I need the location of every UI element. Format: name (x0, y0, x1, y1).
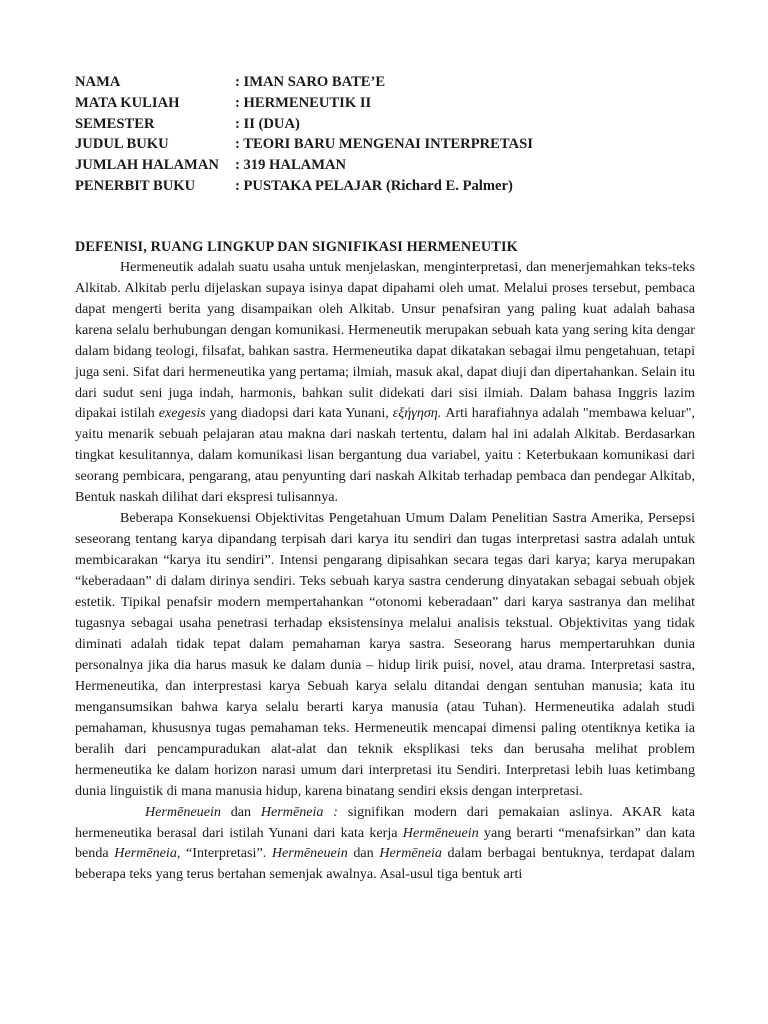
meta-row-mata-kuliah (75, 93, 695, 114)
meta-value: : 319 HALAMAN (235, 157, 347, 174)
section-heading: DEFENISI, RUANG LINGKUP DAN SIGNIFIKASI HERMENEUTIK (75, 238, 518, 255)
term-hermeneuein: Hermēneuein (145, 803, 221, 820)
document-page (75, 72, 695, 885)
paragraph-hermeneuein (75, 802, 695, 886)
term-hermeneia: Hermēneia, (114, 845, 181, 862)
meta-row-nama (75, 72, 695, 93)
term-hermeneia: Hermēneia (379, 845, 442, 862)
meta-label: SEMESTER (75, 115, 155, 132)
text-run: “Interpretasi”. (180, 845, 272, 862)
paragraph-objectivity: Beberapa Konsekuensi Objektivitas Pengetahuan Umum Dalam Penelitian Sastra Amerika, Persepsi seseorang tentang karya dipandang terpisah dari karya itu sendiri dan tugas interpretasi sastra adalah untuk membicarakan “karya itu sendiri”. Intensi pengarang dipisahkan secara tegas dari karya; karya merupakan “keberadaan” di dalam dirinya sendiri. Teks sebuah karya sastra cenderung dinyatakan sebagai sebuah objek estetik. Tipikal penafsir modern mempertahankan “otonomi keberadaan” dari karya sastranya dan melihat tugasnya sebagai usaha penetrasi terhadap eksistensinya melalui analisis tekstual. Objektivitas yang tidak diminati adalah tidak tepat dalam pemahaman karya sastra. Seseorang harus mempertaruhkan dunia personalnya jika dia harus masuk ke dalam dunia – hidup lirik puisi, novel, atau drama. Interpretasi sastra, Hermeneutika, dan interprestasi karya Sebuah karya selalu ditandai dengan sentuhan manusia; kata itu mengansumsikan bahwa karya selalu berarti karya manusia (atau Tuhan). Hermeneutika adalah studi pemahaman, khususnya tugas pemahaman teks. Hermeneutik mencapai dimensi paling otentiknya ketika ia beralih dari pencampuradukan alat-alat dan teknik eksplikasi teks dan berusaha melihat problem hermeneutika ke dalam horizon narasi umum dari interpretasi itu Sendiri. Interpretasi lebih luas ketimbang dunia linguistik di mana manusia hidup, karena binatang sendiri eksis dengan interpretasi. (75, 510, 695, 799)
meta-label: JUDUL BUKU (75, 136, 169, 153)
meta-value: : II (DUA) (235, 115, 300, 132)
meta-label: MATA KULIAH (75, 94, 180, 111)
meta-row-penerbit-buku (75, 176, 695, 197)
meta-value: : PUSTAKA PELAJAR (Richard E. Palmer) (235, 177, 513, 194)
meta-row-jumlah-halaman (75, 155, 695, 176)
text-run: signifikan modern dari pemakaian aslinya. AKAR kata hermeneutika berasal dari istilah Yunani dari kata kerja (75, 803, 695, 841)
meta-row-judul-buku (75, 134, 695, 155)
term-exegesis: exegesis (158, 405, 206, 422)
paragraph-definition (75, 257, 695, 508)
meta-label: NAMA (75, 74, 121, 90)
text-run: Arti harafiahnya adalah "membawa keluar", yaitu menarik sebuah pelajaran atau makna dari naskah tertentu, dalam hal ini adalah Alkitab. Berdasarkan tingkat kesulitannya, dalam komunikasi lisan bergantung dua variabel, yaitu : Keterbukaan komunikasi dari seorang pembicara, pengarang, atau penyunting dari naskah Alkitab terhadap pembaca dan pendegar Alkitab, Bentuk naskah dilihat dari ekspresi tulisannya. (75, 405, 695, 506)
text-run: dalam berbagai bentuknya, terdapat dalam beberapa teks yang terus bertahan semenjak awalnya. Asal-usul tiga bentuk arti (75, 845, 695, 883)
metadata-block (75, 72, 695, 197)
meta-label: PENERBIT BUKU (75, 177, 196, 194)
term-hermeneia: Hermēneia : (260, 803, 338, 820)
text-run: yang diadopsi dari kata Yunani, (205, 405, 393, 422)
meta-value: : HERMENEUTIK II (235, 94, 372, 111)
meta-value: : IMAN SARO BATE’E (235, 74, 386, 90)
term-hermeneuein: Hermēneuein (271, 845, 348, 862)
term-hermeneuein: Hermēneuein (402, 824, 479, 841)
meta-row-semester (75, 114, 695, 135)
meta-label: JUMLAH HALAMAN (75, 157, 219, 174)
term-greek: εξήγηση. (392, 405, 442, 422)
text-run: Hermeneutik adalah suatu usaha untuk menjelaskan, menginterpretasi, dan menerjemahkan teks-teks Alkitab. Alkitab perlu dijelaskan supaya isinya dapat dipahami oleh umat. Melalui proses tersebut, pembaca dapat mengerti berita yang disampaikan oleh Alkitab. Unsur penafsiran yang paling kuat adalah bahasa karena selalu berhubungan dengan komunikasi. Hermeneutik merupakan sebuah kata yang sering kita dengar dalam bidang teologi, filsafat, bahkan sastra. Hermeneutika dapat dikatakan sebagai ilmu pengetahuan, tetapi juga seni. Sifat dari hermeneutika yang pertama; ilmiah, masuk akal, dapat diuji dan dipertahankan. Selain itu dari sudut seni juga indah, harmonis, bahkan sulit didekati dari sisi ilmiah. Dalam bahasa Inggris lazim dipakai istilah (75, 258, 695, 422)
meta-value: : TEORI BARU MENGENAI INTERPRETASI (235, 136, 533, 153)
text-run: yang berarti “menafsirkan” dan kata benda (75, 824, 696, 862)
text-run: dan (220, 803, 261, 820)
text-run: dan (347, 845, 380, 862)
